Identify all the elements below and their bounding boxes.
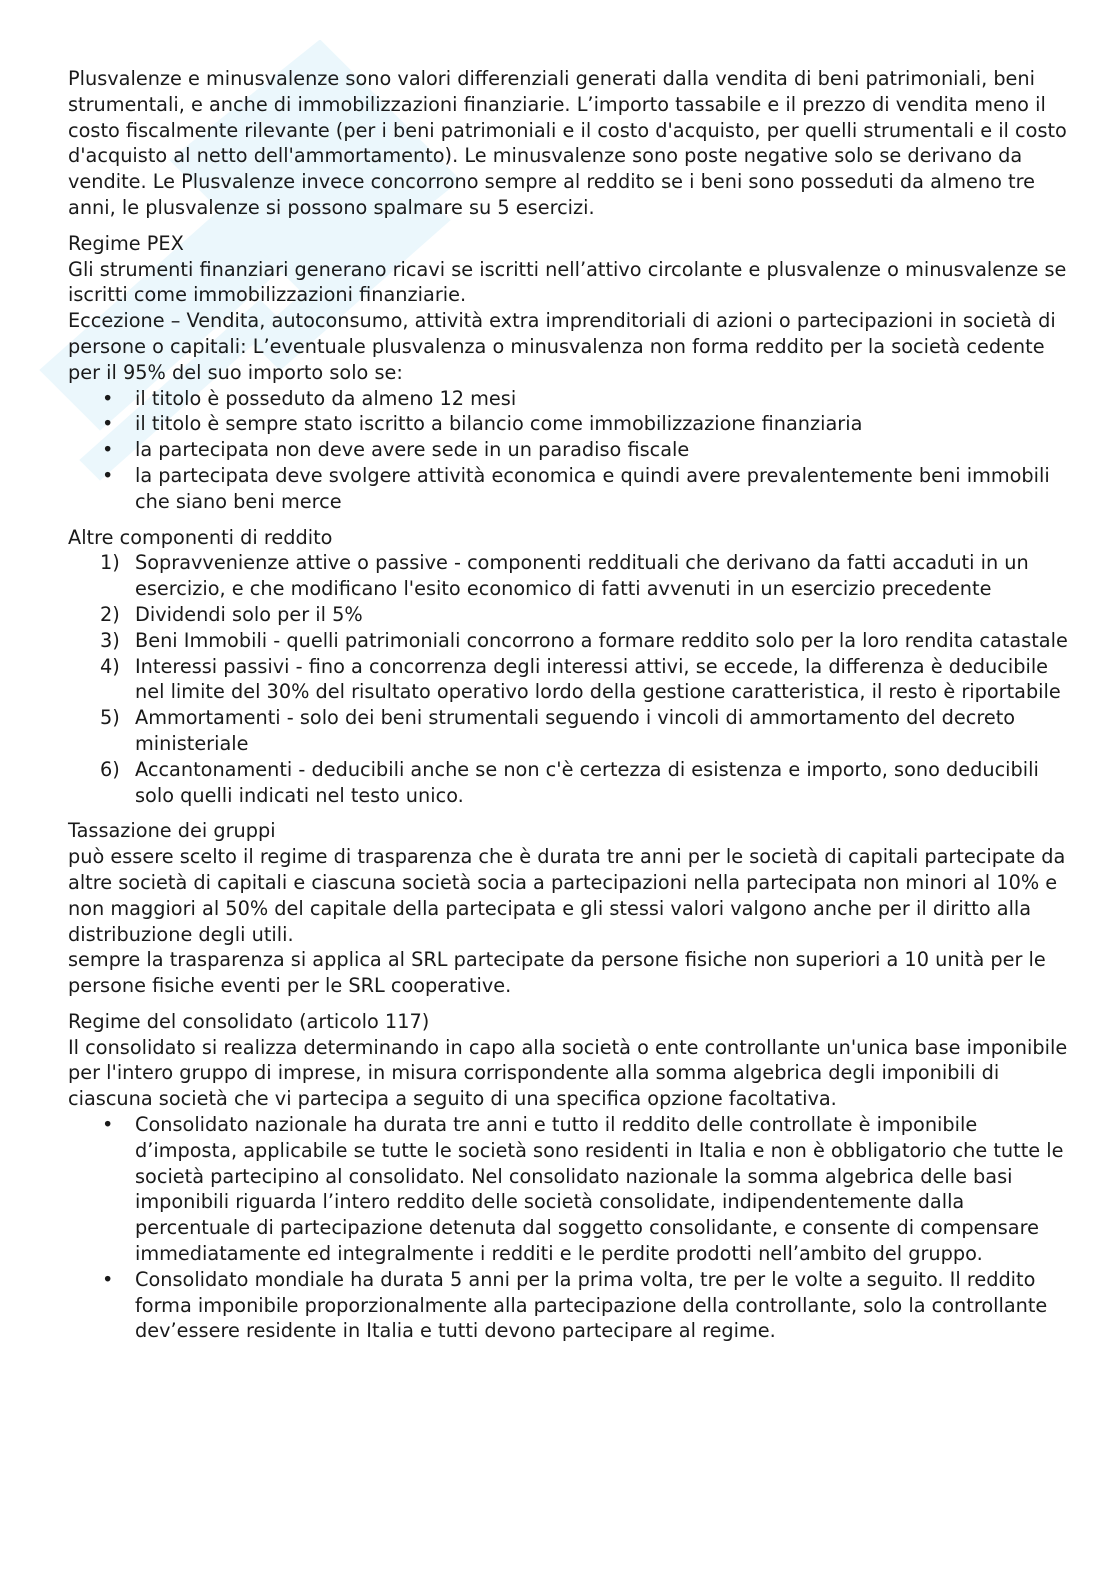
- altre-heading: Altre componenti di reddito: [68, 525, 333, 549]
- list-item: [68, 705, 1068, 757]
- list-item: [68, 628, 1068, 654]
- list-item: [68, 757, 1068, 809]
- item-number: 3): [100, 628, 120, 652]
- gruppi-heading: Tassazione dei gruppi: [68, 819, 276, 843]
- item-number: 5): [100, 706, 120, 730]
- list-item: [68, 602, 1068, 628]
- item-text: Dividendi solo per il 5%: [135, 602, 363, 626]
- item-number: 1): [100, 551, 120, 575]
- pex-conditions-list: [68, 386, 1068, 515]
- list-item: • Consolidato mondiale ha durata 5 anni per la prima volta, tre per le volte a seguito. Il reddito forma imponibile proporzionalmente alla partecipazione della controllante, solo la controllante dev’essere residente in Italia e tutti devono partecipare al regime.: [68, 1267, 1068, 1344]
- consolidato-intro: Il consolidato si realizza determinando in capo alla società o ente controllante un'unica base imponibile per l'intero gruppo di imprese, in misura corrispondente alla somma algebrica degli imponibili di ciascuna società che vi partecipa a seguito di una specifica opzione facoltativa.: [68, 1035, 1068, 1111]
- plusvalenze-paragraph: Plusvalenze e minusvalenze sono valori differenziali generati dalla vendita di beni patrimoniali, beni strumentali, e anche di immobilizzazioni finanziarie. L’importo tassabile e il prezzo di vendita meno il costo fiscalmente rilevante (per i beni patrimoniali e il costo d'acquisto, per quelli strumentali e il costo d'acquisto al netto dell'ammortamento). Le minusvalenze sono poste negative solo se derivano da vendite. Le Plusvalenze invece concorrono sempre al reddito se i beni sono posseduti da almeno tre anni, le plusvalenze si possono spalmare su 5 esercizi.: [68, 67, 1067, 219]
- gruppi-paragraph-1: può essere scelto il regime di trasparenza che è durata tre anni per le società di capitali partecipate da altre società di capitali e ciascuna società socia a partecipazioni nella partecipata non minori al 10% e non maggiori al 50% del capitale della partecipata e gli stessi valori valgono anche per il diritto alla distribuzione degli utili.: [68, 845, 1066, 946]
- item-text: Accantonamenti - deducibili anche se non c'è certezza di esistenza e importo, sono deducibili solo quelli indicati nel testo unico.: [135, 757, 1039, 807]
- item-text: Interessi passivi - fino a concorrenza degli interessi attivi, se eccede, la differenza è deducibile nel limite del 30% del risultato operativo lordo della gestione caratteristica, il resto è riportabile: [135, 654, 1061, 704]
- consolidato-list: [68, 1112, 1068, 1344]
- list-item: • Consolidato nazionale ha durata tre anni e tutto il reddito delle controllate è imponibile d’imposta, applicabile se tutte le società sono residenti in Italia e non è obbligatorio che tutte le società partecipino al consolidato. Nel consolidato nazionale la somma algebrica delle basi imponibili riguarda l’intero reddito delle società consolidate, indipendentemente dalla percentuale di partecipazione detenuta dal soggetto consolidante, e consente di compensare immediatamente ed integralmente i redditi e le perdite prodotti nell’ambito del gruppo.: [68, 1112, 1068, 1267]
- gruppi-paragraph-2: sempre la trasparenza si applica al SRL partecipate da persone fisiche non superiori a 10 unità per le persone fisiche eventi per le SRL cooperative.: [68, 948, 1046, 998]
- pex-exception: Eccezione – Vendita, autoconsumo, attività extra imprenditoriali di azioni o partecipazioni in società di persone o capitali: L’eventuale plusvalenza o minusvalenza non forma reddito per la società cedente per il 95% del suo importo solo se:: [68, 309, 1056, 384]
- list-item: [68, 550, 1068, 602]
- item-number: 4): [100, 654, 120, 678]
- item-text: Sopravvenienze attive o passive - componenti reddituali che derivano da fatti accaduti in un esercizio, e che modificano l'esito economico di fatti avvenuti in un esercizio precedente: [135, 551, 1029, 601]
- list-item: • la partecipata deve svolgere attività economica e quindi avere prevalentemente beni immobili che siano beni merce: [68, 463, 1068, 515]
- item-text: Ammortamenti - solo dei beni strumentali seguendo i vincoli di ammortamento del decreto ministeriale: [135, 706, 1016, 755]
- list-item: • la partecipata non deve avere sede in un paradiso fiscale: [68, 437, 1068, 463]
- list-item: • il titolo è posseduto da almeno 12 mesi: [68, 386, 1068, 412]
- item-number: 6): [100, 757, 120, 781]
- pex-intro: Gli strumenti finanziari generano ricavi se iscritti nell’attivo circolante e plusvalenze o minusvalenze se iscritti come immobilizzazioni finanziarie.: [68, 257, 1067, 307]
- document-page: [68, 66, 1068, 1344]
- pex-heading: Regime PEX: [68, 231, 184, 255]
- item-text: Beni Immobili - quelli patrimoniali concorrono a formare reddito solo per la loro rendita catastale: [135, 628, 1068, 652]
- altre-components-list: [68, 550, 1068, 808]
- item-number: 2): [100, 602, 120, 626]
- list-item: • il titolo è sempre stato iscritto a bilancio come immobilizzazione finanziaria: [68, 411, 1068, 437]
- consolidato-heading: Regime del consolidato (articolo 117): [68, 1009, 430, 1033]
- list-item: [68, 654, 1068, 706]
